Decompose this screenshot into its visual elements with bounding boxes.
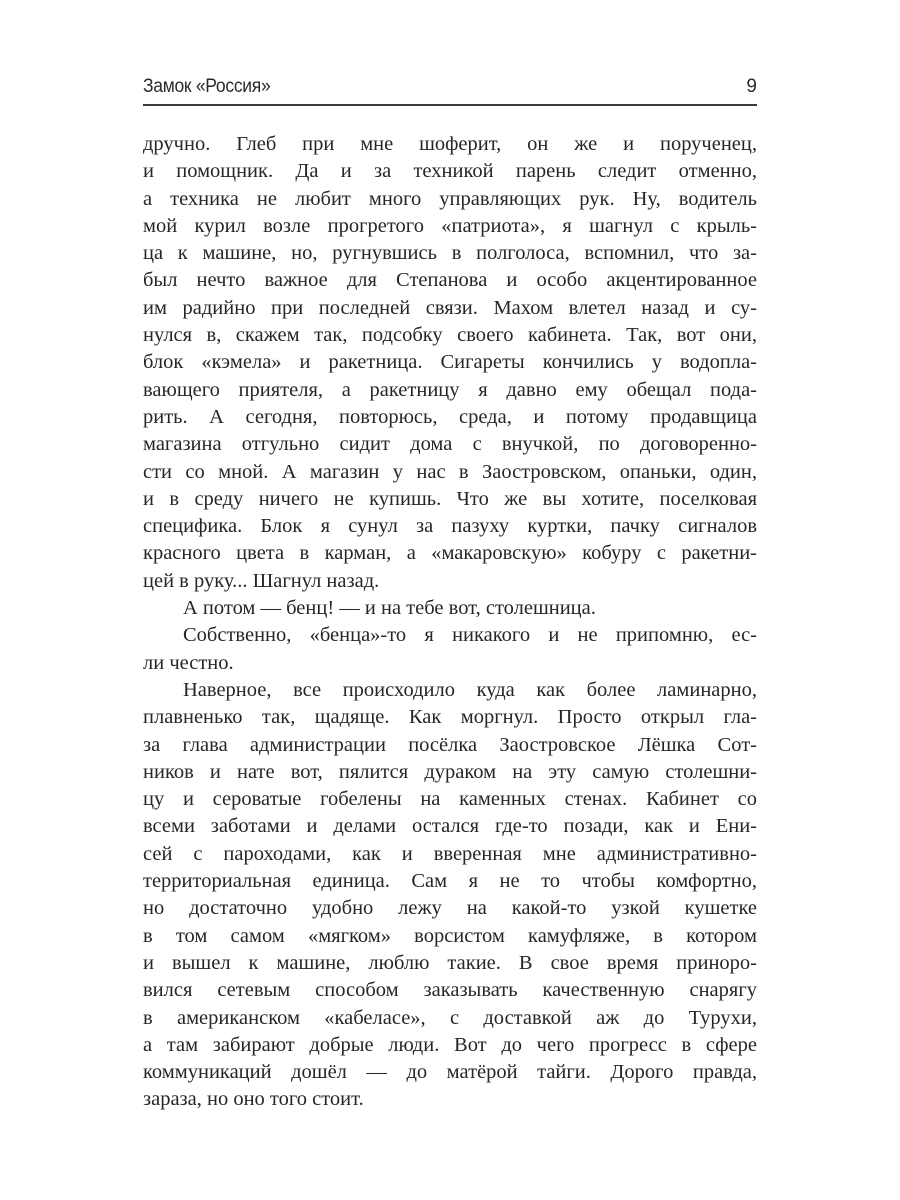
text-line: мой курил возле прогретого «патриота», я шагнул с крыль- [143, 214, 757, 237]
text-line: Наверное, все происходило куда как более ламинарно, [183, 678, 757, 701]
running-title: Замок «Россия» [143, 76, 271, 97]
text-line: вающего приятеля, а ракетницу я давно ему обещал пода- [143, 378, 757, 401]
text-line: а там забирают добрые люди. Вот до чего прогресс в сфере [143, 1033, 757, 1056]
text-line: всеми заботами и делами остался где-то позади, как и Ени- [143, 815, 757, 838]
text-line: цей в руку... Шагнул назад. [143, 569, 380, 592]
text-line: коммуникаций дошёл — до матёрой тайги. Дорого правда, [143, 1061, 757, 1084]
text-line: в американском «кабеласе», с доставкой аж до Турухи, [143, 1006, 757, 1029]
paragraph [143, 677, 757, 1114]
text-line: Собственно, «бенца»-то я никакого и не припомню, ес- [183, 624, 757, 647]
text-line: и помощник. Да и за техникой парень следит отменно, [143, 160, 757, 183]
text-line: за глава администрации посёлка Заостровское Лёшка Сот- [143, 733, 757, 756]
text-line: магазина отгульно сидит дома с внучкой, по договоренно- [143, 433, 757, 456]
text-line: сей с пароходами, как и вверенная мне административно- [143, 842, 757, 865]
paragraph [143, 622, 757, 677]
text-line: цу и сероватые гобелены на каменных стенах. Кабинет со [143, 788, 757, 811]
page-number: 9 [746, 76, 757, 97]
text-line: блок «кэмела» и ракетница. Сигареты кончились у водопла- [143, 351, 757, 374]
text-line: рить. А сегодня, повторюсь, среда, и потому продавщица [143, 405, 757, 428]
text-line: им радийно при последней связи. Махом влетел назад и су- [143, 296, 757, 319]
text-line: ли честно. [143, 651, 234, 674]
text-line: территориальная единица. Сам я не то чтобы комфортно, [143, 870, 757, 893]
text-line: специфика. Блок я сунул за пазуху куртки, пачку сигналов [143, 515, 757, 538]
paragraph [143, 131, 757, 595]
text-line: а техника не любит много управляющих рук. Ну, водитель [143, 187, 757, 210]
text-line: дручно. Глеб при мне шоферит, он же и порученец, [143, 133, 757, 155]
paragraph [143, 595, 757, 622]
text-line: ца к машине, но, ругнувшись в полголоса, вспомнил, что за- [143, 242, 757, 265]
text-line: плавненько так, щадяще. Как моргнул. Просто открыл гла- [143, 706, 757, 729]
header-rule [143, 104, 757, 106]
text-line: ников и нате вот, пялится дураком на эту самую столешни- [143, 760, 757, 783]
text-line: и в среду ничего не купишь. Что же вы хотите, поселковая [143, 487, 757, 510]
running-header [143, 74, 757, 104]
text-line: в том самом «мягком» ворсистом камуфляже, в котором [143, 924, 757, 947]
text-line: и вышел к машине, люблю такие. В свое время приноро- [143, 951, 757, 974]
text-line: зараза, но оно того стоит. [143, 1088, 364, 1111]
text-line: сти со мной. А магазин у нас в Заостровском, опаньки, один, [143, 460, 757, 483]
text-line: А потом — бенц! — и на тебе вот, столешница. [183, 597, 596, 620]
text-line: красного цвета в карман, а «макаровскую» кобуру с ракетни- [143, 542, 757, 565]
text-line: но достаточно удобно лежу на какой-то узкой кушетке [143, 897, 757, 920]
text-line: вился сетевым способом заказывать качественную снарягу [143, 979, 757, 1002]
text-line: нулся в, скажем так, подсобку своего кабинета. Так, вот они, [143, 324, 757, 347]
body-text [143, 131, 757, 1114]
text-line: был нечто важное для Степанова и особо акцентированное [143, 269, 757, 292]
